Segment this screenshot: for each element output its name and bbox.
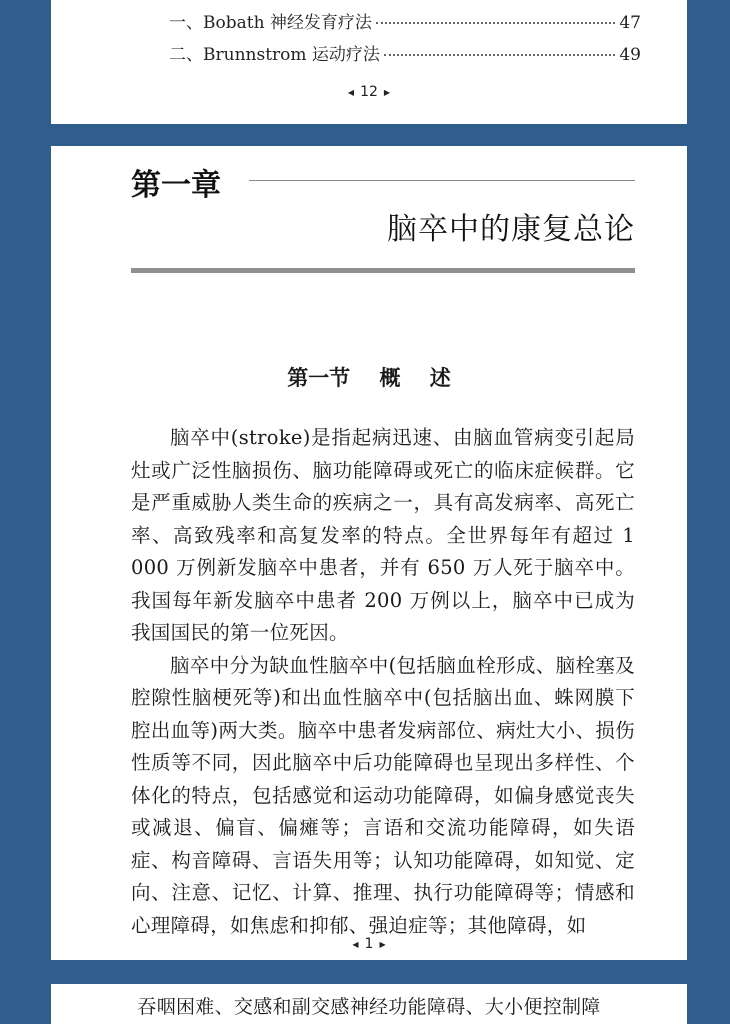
next-page	[51, 984, 687, 1024]
chapter-label: 第一章	[131, 168, 221, 203]
toc-entry-label: 二、Brunnstrom 运动疗法	[169, 45, 380, 65]
toc-entry-label: 一、Bobath 神经发育疗法	[169, 13, 372, 33]
chapter-divider-thin	[249, 180, 635, 181]
toc-entry-page: 47	[619, 13, 641, 33]
toc-entry[interactable]	[169, 40, 641, 65]
toc-leader-dots	[376, 22, 615, 24]
toc-leader-dots	[384, 54, 615, 56]
paragraph: 脑卒中(stroke)是指起病迅速、由脑血管病变引起局灶或广泛性脑损伤、脑功能障碍或死亡的临床症候群。它是严重威胁人类生命的疾病之一，具有高发病率、高死亡率、高致残率和高复发率的特点。全世界每年有超过 1 000 万例新发脑卒中患者，并有 650 万人死于脑卒中。我国每年新发脑卒中患者 200 万例以上，脑卒中已成为我国国民的第一位死因。	[131, 426, 635, 644]
toc-entry-page: 49	[619, 45, 641, 65]
page-number	[51, 84, 687, 100]
page-number	[51, 936, 687, 952]
chapter-page	[51, 146, 687, 960]
chapter-title: 脑卒中的康复总论	[387, 212, 635, 247]
right-arrow-icon: ▶	[379, 939, 386, 949]
body-text	[131, 422, 635, 942]
section-title: 第一节 概 述	[287, 365, 451, 390]
page-number-value: 12	[360, 84, 378, 100]
toc-page	[51, 0, 687, 124]
next-page-text: 吞咽困难、交感和副交感神经功能障碍、大小便控制障	[137, 996, 601, 1018]
paragraph: 脑卒中分为缺血性脑卒中(包括脑血栓形成、脑栓塞及腔隙性脑梗死等)和出血性脑卒中(包括脑出血、蛛网膜下腔出血等)两大类。脑卒中患者发病部位、病灶大小、损伤性质等不同，因此脑卒中后功能障碍也呈现出多样性、个体化的特点，包括感觉和运动功能障碍，如偏身感觉丧失或减退、偏盲、偏瘫等；言语和交流功能障碍，如失语症、构音障碍、言语失用等；认知功能障碍，如知觉、定向、注意、记忆、计算、推理、执行功能障碍等；情感和心理障碍，如焦虑和抑郁、强迫症等；其他障碍，如	[131, 653, 635, 937]
left-arrow-icon: ◀	[352, 939, 359, 949]
toc-entry[interactable]	[169, 8, 641, 33]
right-arrow-icon: ▶	[383, 87, 391, 97]
chapter-divider-thick	[131, 268, 635, 273]
left-arrow-icon: ◀	[347, 87, 355, 97]
page-number-value: 1	[364, 936, 374, 952]
